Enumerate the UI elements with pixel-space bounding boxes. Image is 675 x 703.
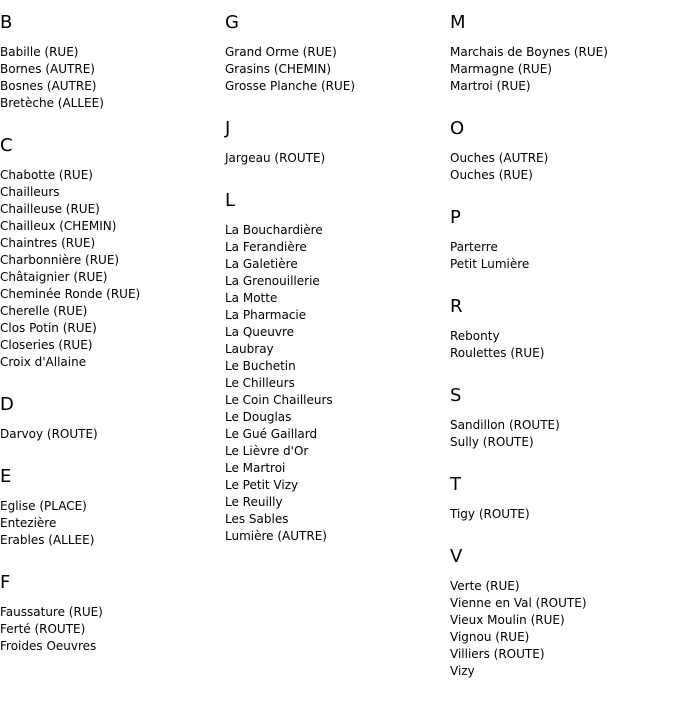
street-link[interactable]: La Grenouillerie xyxy=(225,274,320,288)
letter-heading: T xyxy=(450,474,461,495)
letter-group-o xyxy=(450,118,670,184)
index-column-3 xyxy=(450,12,670,703)
street-link[interactable]: Vieux Moulin (RUE) xyxy=(450,613,565,627)
street-list xyxy=(0,426,220,443)
street-link[interactable]: Grand Orme (RUE) xyxy=(225,45,337,59)
letter-heading: V xyxy=(450,546,463,567)
street-link[interactable]: Ferté (ROUTE) xyxy=(0,622,86,636)
street-link[interactable]: Cherelle (RUE) xyxy=(0,304,88,318)
street-link[interactable]: Parterre xyxy=(450,240,498,254)
street-link[interactable]: Marchais de Boynes (RUE) xyxy=(450,45,608,59)
street-list xyxy=(450,150,670,184)
letter-group-g xyxy=(225,12,445,95)
street-link[interactable]: Chabotte (RUE) xyxy=(0,168,93,182)
street-list xyxy=(225,222,445,545)
street-link[interactable]: Darvoy (ROUTE) xyxy=(0,427,98,441)
street-link[interactable]: Chaintres (RUE) xyxy=(0,236,96,250)
street-link[interactable]: Faussature (RUE) xyxy=(0,605,103,619)
street-link[interactable]: Sully (ROUTE) xyxy=(450,435,534,449)
letter-heading: O xyxy=(450,118,465,139)
street-link[interactable]: Roulettes (RUE) xyxy=(450,346,545,360)
street-link[interactable]: Martroi (RUE) xyxy=(450,79,531,93)
letter-heading: R xyxy=(450,296,463,317)
street-list xyxy=(450,239,670,273)
street-list xyxy=(450,44,670,95)
street-link[interactable]: Verte (RUE) xyxy=(450,579,520,593)
street-link[interactable]: Vignou (RUE) xyxy=(450,630,530,644)
letter-heading: P xyxy=(450,207,461,228)
street-link[interactable]: Le Lièvre d'Or xyxy=(225,444,309,458)
letter-heading: E xyxy=(0,466,12,487)
street-link[interactable]: Bosnes (AUTRE) xyxy=(0,79,97,93)
letter-heading: G xyxy=(225,12,239,33)
street-list xyxy=(225,150,445,167)
street-link[interactable]: La Bouchardière xyxy=(225,223,323,237)
letter-heading: D xyxy=(0,394,14,415)
street-link[interactable]: Entezière xyxy=(0,516,57,530)
street-link[interactable]: Froides Oeuvres xyxy=(0,639,97,653)
index-column-2 xyxy=(225,12,445,568)
street-link[interactable]: Le Buchetin xyxy=(225,359,296,373)
street-link[interactable]: Rebonty xyxy=(450,329,500,343)
street-link[interactable]: Lumière (AUTRE) xyxy=(225,529,327,543)
street-link[interactable]: Grosse Planche (RUE) xyxy=(225,79,356,93)
street-link[interactable]: La Pharmacie xyxy=(225,308,307,322)
street-list xyxy=(0,604,220,655)
street-link[interactable]: Tigy (ROUTE) xyxy=(450,507,530,521)
letter-group-p xyxy=(450,207,670,273)
street-link[interactable]: Ouches (AUTRE) xyxy=(450,151,549,165)
letter-group-l xyxy=(225,190,445,545)
street-link[interactable]: Le Petit Vizy xyxy=(225,478,299,492)
street-link[interactable]: Bornes (AUTRE) xyxy=(0,62,95,76)
street-link[interactable]: Le Douglas xyxy=(225,410,292,424)
street-link[interactable]: Cheminée Ronde (RUE) xyxy=(0,287,141,301)
street-link[interactable]: Vienne en Val (ROUTE) xyxy=(450,596,587,610)
street-link[interactable]: Sandillon (ROUTE) xyxy=(450,418,560,432)
letter-group-s xyxy=(450,385,670,451)
street-link[interactable]: Villiers (ROUTE) xyxy=(450,647,545,661)
street-link[interactable]: La Motte xyxy=(225,291,278,305)
street-link[interactable]: Closeries (RUE) xyxy=(0,338,93,352)
letter-heading: S xyxy=(450,385,462,406)
letter-group-j xyxy=(225,118,445,167)
street-link[interactable]: Le Martroi xyxy=(225,461,286,475)
letter-heading: B xyxy=(0,12,13,33)
letter-heading: F xyxy=(0,572,11,593)
street-link[interactable]: Grasins (CHEMIN) xyxy=(225,62,332,76)
letter-group-m xyxy=(450,12,670,95)
letter-heading: L xyxy=(225,190,236,211)
street-link[interactable]: La Queuvre xyxy=(225,325,295,339)
street-link[interactable]: Laubray xyxy=(225,342,274,356)
street-link[interactable]: Vizy xyxy=(450,664,475,678)
street-link[interactable]: Chailleurs xyxy=(0,185,60,199)
street-link[interactable]: Le Chilleurs xyxy=(225,376,295,390)
street-list xyxy=(450,578,670,680)
street-link[interactable]: La Galetière xyxy=(225,257,298,271)
street-link[interactable]: Clos Potin (RUE) xyxy=(0,321,97,335)
letter-group-d xyxy=(0,394,220,443)
street-link[interactable]: Marmagne (RUE) xyxy=(450,62,552,76)
street-list xyxy=(225,44,445,95)
street-list xyxy=(0,498,220,549)
letter-group-t xyxy=(450,474,670,523)
street-list xyxy=(450,506,670,523)
street-link[interactable]: Croix d'Allaine xyxy=(0,355,87,369)
letter-group-e xyxy=(0,466,220,549)
street-list xyxy=(0,167,220,371)
street-link[interactable]: Le Coin Chailleurs xyxy=(225,393,333,407)
street-link[interactable]: Châtaignier (RUE) xyxy=(0,270,108,284)
street-link[interactable]: Les Sables xyxy=(225,512,289,526)
letter-group-b xyxy=(0,12,220,112)
street-link[interactable]: Bretèche (ALLEE) xyxy=(0,96,104,110)
street-link[interactable]: Charbonnière (RUE) xyxy=(0,253,120,267)
letter-heading: M xyxy=(450,12,466,33)
street-link[interactable]: Jargeau (ROUTE) xyxy=(225,151,326,165)
street-list xyxy=(450,417,670,451)
street-link[interactable]: Erables (ALLEE) xyxy=(0,533,95,547)
letter-group-v xyxy=(450,546,670,680)
letter-group-r xyxy=(450,296,670,362)
street-list xyxy=(450,328,670,362)
letter-heading: C xyxy=(0,135,13,156)
street-link[interactable]: Le Reuilly xyxy=(225,495,283,509)
letter-heading: J xyxy=(225,118,231,139)
street-link[interactable]: Babille (RUE) xyxy=(0,45,79,59)
street-link[interactable]: Le Gué Gaillard xyxy=(225,427,318,441)
street-link[interactable]: La Ferandière xyxy=(225,240,307,254)
street-list xyxy=(0,44,220,112)
street-link[interactable]: Ouches (RUE) xyxy=(450,168,533,182)
index-column-1 xyxy=(0,12,220,678)
street-link[interactable]: Chailleux (CHEMIN) xyxy=(0,219,117,233)
street-link[interactable]: Petit Lumière xyxy=(450,257,530,271)
letter-group-c xyxy=(0,135,220,371)
street-link[interactable]: Eglise (PLACE) xyxy=(0,499,87,513)
street-link[interactable]: Chailleuse (RUE) xyxy=(0,202,100,216)
letter-group-f xyxy=(0,572,220,655)
